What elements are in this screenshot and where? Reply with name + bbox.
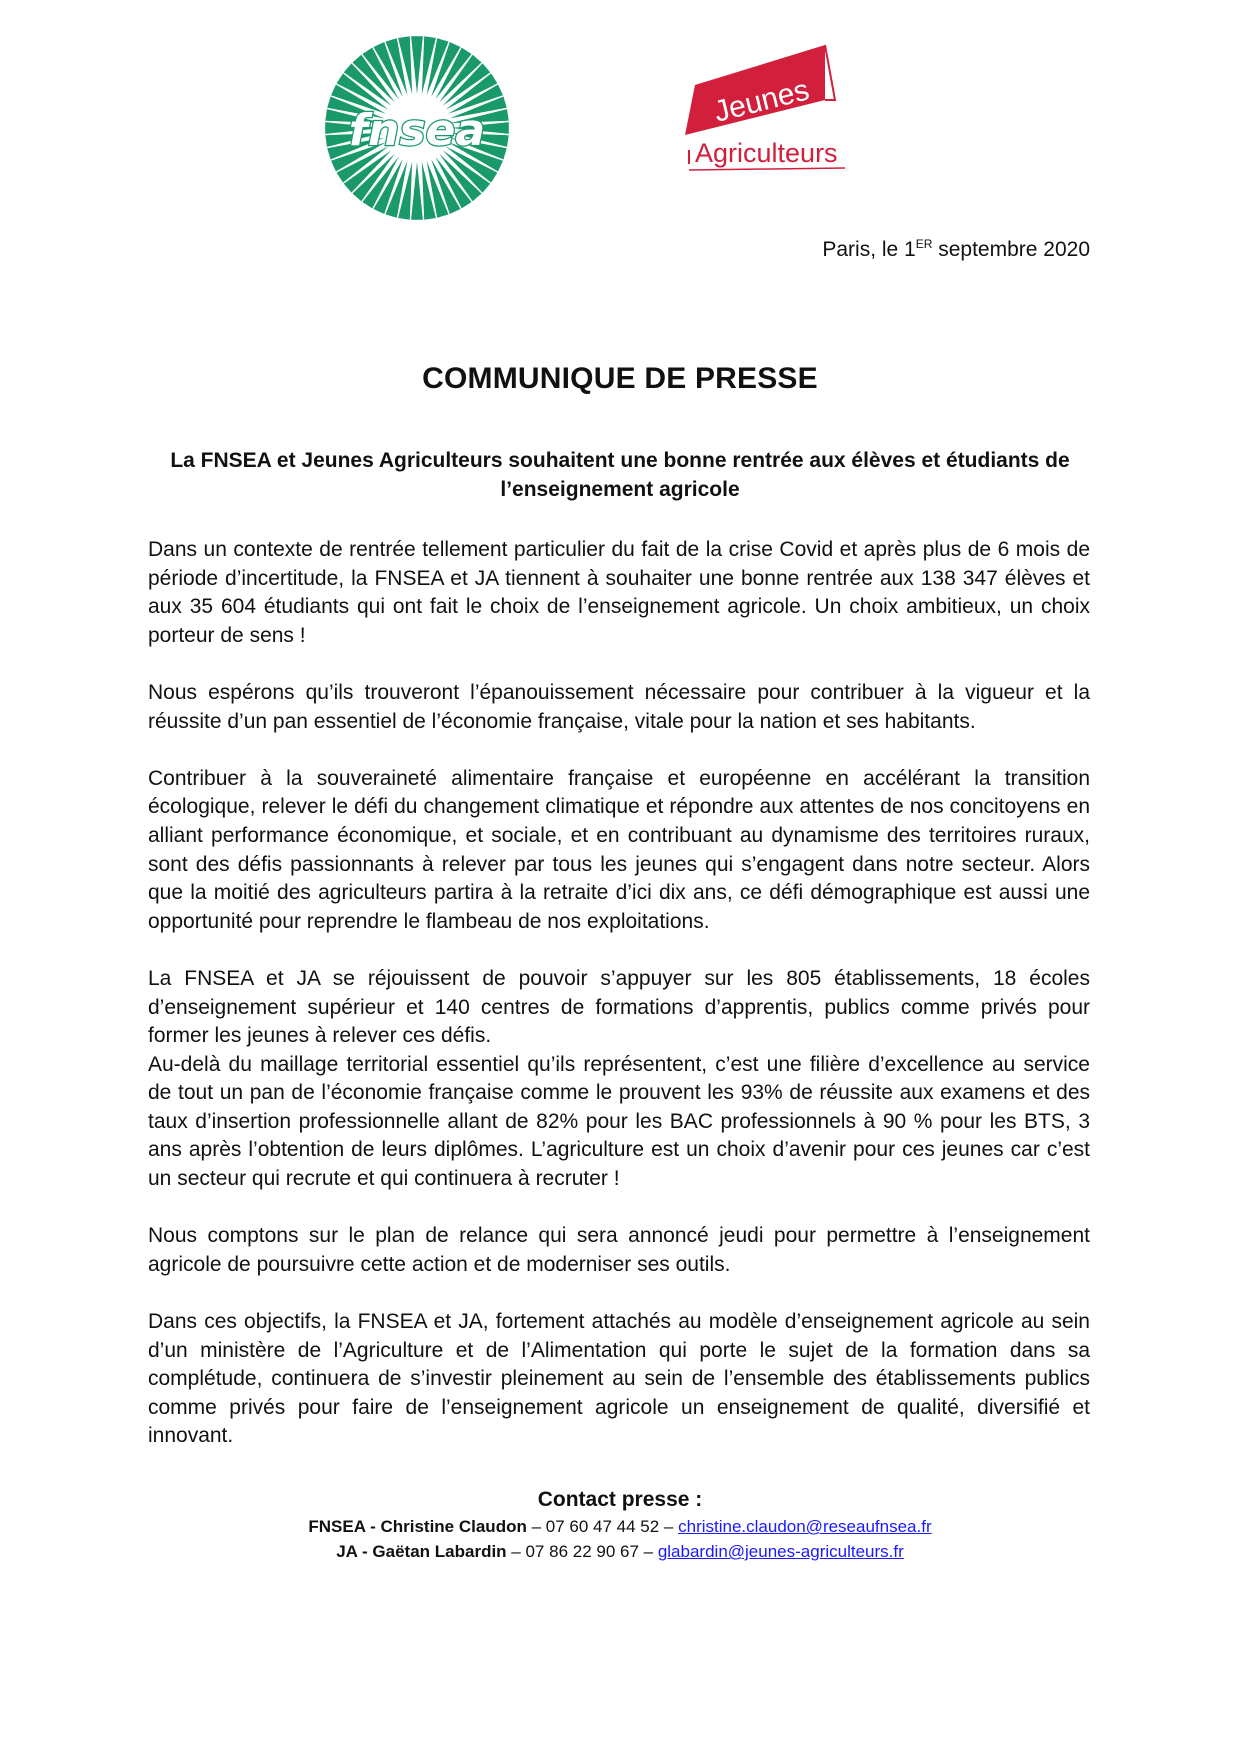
document-subtitle: La FNSEA et Jeunes Agriculteurs souhaitent une bonne rentrée aux élèves et étudiants de l’enseignement agricole [170, 449, 1070, 501]
contact-email-link[interactable]: glabardin@jeunes-agriculteurs.fr [657, 1542, 904, 1561]
ja-logo-line1: Jeunes [710, 73, 813, 129]
paragraph: Nous comptons sur le plan de relance qui sera annoncé jeudi pour permettre à l’enseignement agricole de poursuivre cette action et de moderniser ses outils. [148, 1224, 1090, 1276]
fnsea-logo [324, 35, 510, 221]
document-body [148, 536, 1090, 1480]
document-date: Paris, le 1ER septembre 2020 [822, 237, 1090, 261]
paragraph: Au-delà du maillage territorial essentiel qu’ils représentent, c’est une filière d’excellence au service de tout un pan de l’économie française comme le prouvent les 93% de réussite aux examens et des taux d’insertion professionnelle allant de 82% pour les BAC professionnels à 90 % pour les BTS, 3 ans après l’obtention de leurs diplômes. L’agriculture est un choix d’avenir pour ces jeunes car c’est un secteur qui recrute et qui continuera à recruter ! [148, 1052, 1090, 1191]
ja-flag-logo-icon [675, 40, 865, 180]
contact-line-ja [0, 1539, 1240, 1564]
paragraph: Nous espérons qu’ils trouveront l’épanouissement nécessaire pour contribuer à la vigueur et la réussite d’un pan essentiel de l’économie française, vitale pour la nation et ses habitants. [148, 680, 1090, 733]
contact-name: FNSEA - Christine Claudon [308, 1517, 527, 1536]
fnsea-logo-text: fnsea [348, 105, 486, 156]
contact-line-fnsea [0, 1514, 1240, 1539]
contact-name: JA - Gaëtan Labardin [336, 1542, 507, 1561]
fnsea-ray [411, 162, 423, 220]
document-title: COMMUNIQUE DE PRESSE [422, 362, 818, 395]
fnsea-sunburst-logo-icon [324, 35, 510, 221]
paragraph: Dans un contexte de rentrée tellement particulier du fait de la crise Covid et après plus de 6 mois de période d’incertitude, la FNSEA et JA tiennent à souhaiter une bonne rentrée aux 138 347 élèves et aux 35 604 étudiants qui ont fait le choix de l’enseignement agricole. Un choix ambitieux, un choix porteur de sens ! [148, 538, 1090, 647]
contact-phone: – 07 60 47 44 52 – [526, 1517, 679, 1536]
contact-heading: Contact presse : [537, 1488, 703, 1511]
ja-logo-line2: Agriculteurs [695, 138, 838, 168]
contact-section [0, 1486, 1240, 1564]
contact-email-link[interactable]: christine.claudon@reseaufnsea.fr [678, 1517, 932, 1536]
contact-phone: – 07 86 22 90 67 – [506, 1542, 658, 1561]
fnsea-ray [411, 36, 423, 94]
ja-logo [675, 40, 865, 180]
paragraph: Dans ces objectifs, la FNSEA et JA, fortement attachés au modèle d’enseignement agricole au sein d’un ministère de l’Agriculture et de l’Alimentation qui porte le sujet de la formation dans sa complétude, continuera de s’investir pleinement au sein de l’ensemble des établissements publics comme privés pour faire de l’enseignement agricole un enseignement de qualité, diversifié et innovant. [148, 1310, 1090, 1448]
paragraph: Contribuer à la souveraineté alimentaire française et européenne en accélérant la transition écologique, relever le défi du changement climatique et répondre aux attentes de nos concitoyens en alliant performance économique, et sociale, et en contribuant au dynamisme des territoires ruraux, sont des défis passionnants à relever par tous les jeunes qui s’engagent dans notre secteur. Alors que la moitié des agriculteurs partira à la retraite d’ici dix ans, ce défi démographique est aussi une opportunité pour reprendre le flambeau de nos exploitations. [148, 766, 1090, 933]
paragraph: La FNSEA et JA se réjouissent de pouvoir s’appuyer sur les 805 établissements, 18 écoles d’enseignement supérieur et 140 centres de formations d’apprentis, publics comme privés pour former les jeunes à relever ces défis. [148, 966, 1090, 1048]
